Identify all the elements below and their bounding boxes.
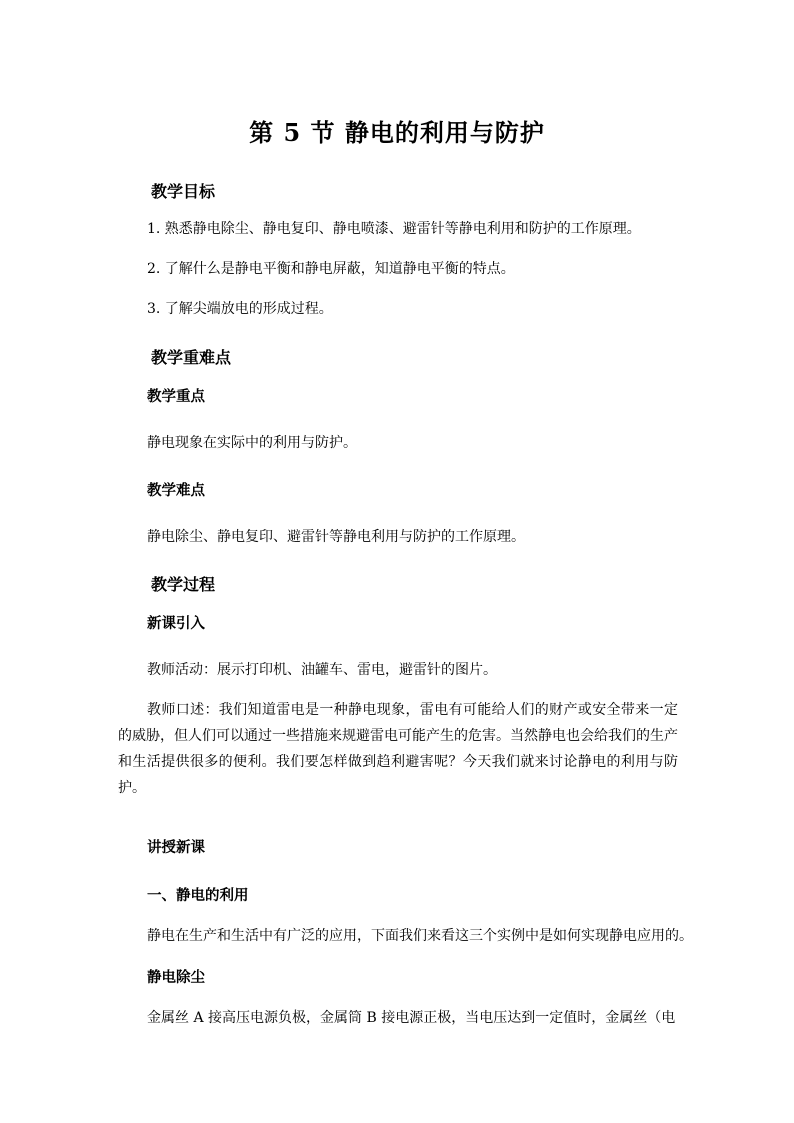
page-title: 第 5 节 静电的利用与防护 <box>249 118 545 147</box>
heading-key-difficult-points: 教学重难点 <box>151 348 232 367</box>
heading-teaching-difficulty: 教学难点 <box>147 482 205 499</box>
teacher-narration: 教师口述：我们知道雷电是一种静电现象，雷电有可能给人们的财产或安全带来一定的威胁，但人们可以通过一些措施来规避雷电可能产生的危害。当然静电也会给我们的生产和生活提供很多的便利。我们要怎样做到趋利避害呢？今天我们就来讨论静电的利用与防护。 <box>118 702 678 796</box>
heading-teaching-goals: 教学目标 <box>151 182 216 201</box>
goal-item-2: 2. 了解什么是静电平衡和静电屏蔽，知道静电平衡的特点。 <box>147 261 515 277</box>
heading-lesson-intro: 新课引入 <box>147 615 205 632</box>
focus-text: 静电现象在实际中的利用与防护。 <box>147 435 357 451</box>
electrostatic-use-text: 静电在生产和生活中有广泛的应用，下面我们来看这三个实例中是如何实现静电应用的。 <box>147 928 693 944</box>
heading-dust-removal: 静电除尘 <box>147 969 205 986</box>
heading-teaching-focus: 教学重点 <box>147 388 205 405</box>
goal-item-1: 1. 熟悉静电除尘、静电复印、静电喷漆、避雷针等静电利用和防护的工作原理。 <box>147 221 641 237</box>
goal-item-3: 3. 了解尖端放电的形成过程。 <box>147 301 333 317</box>
heading-new-lesson: 讲授新课 <box>147 839 205 856</box>
teacher-activity: 教师活动：展示打印机、油罐车、雷电，避雷针的图片。 <box>147 662 497 678</box>
heading-teaching-process: 教学过程 <box>151 575 216 594</box>
dust-removal-text: 金属丝 A 接高压电源负极，金属筒 B 接电源正极，当电压达到一定值时，金属丝（电 <box>147 1010 676 1026</box>
heading-electrostatic-use: 一、静电的利用 <box>147 887 249 904</box>
difficulty-text: 静电除尘、静电复印、避雷针等静电利用与防护的工作原理。 <box>147 529 525 545</box>
